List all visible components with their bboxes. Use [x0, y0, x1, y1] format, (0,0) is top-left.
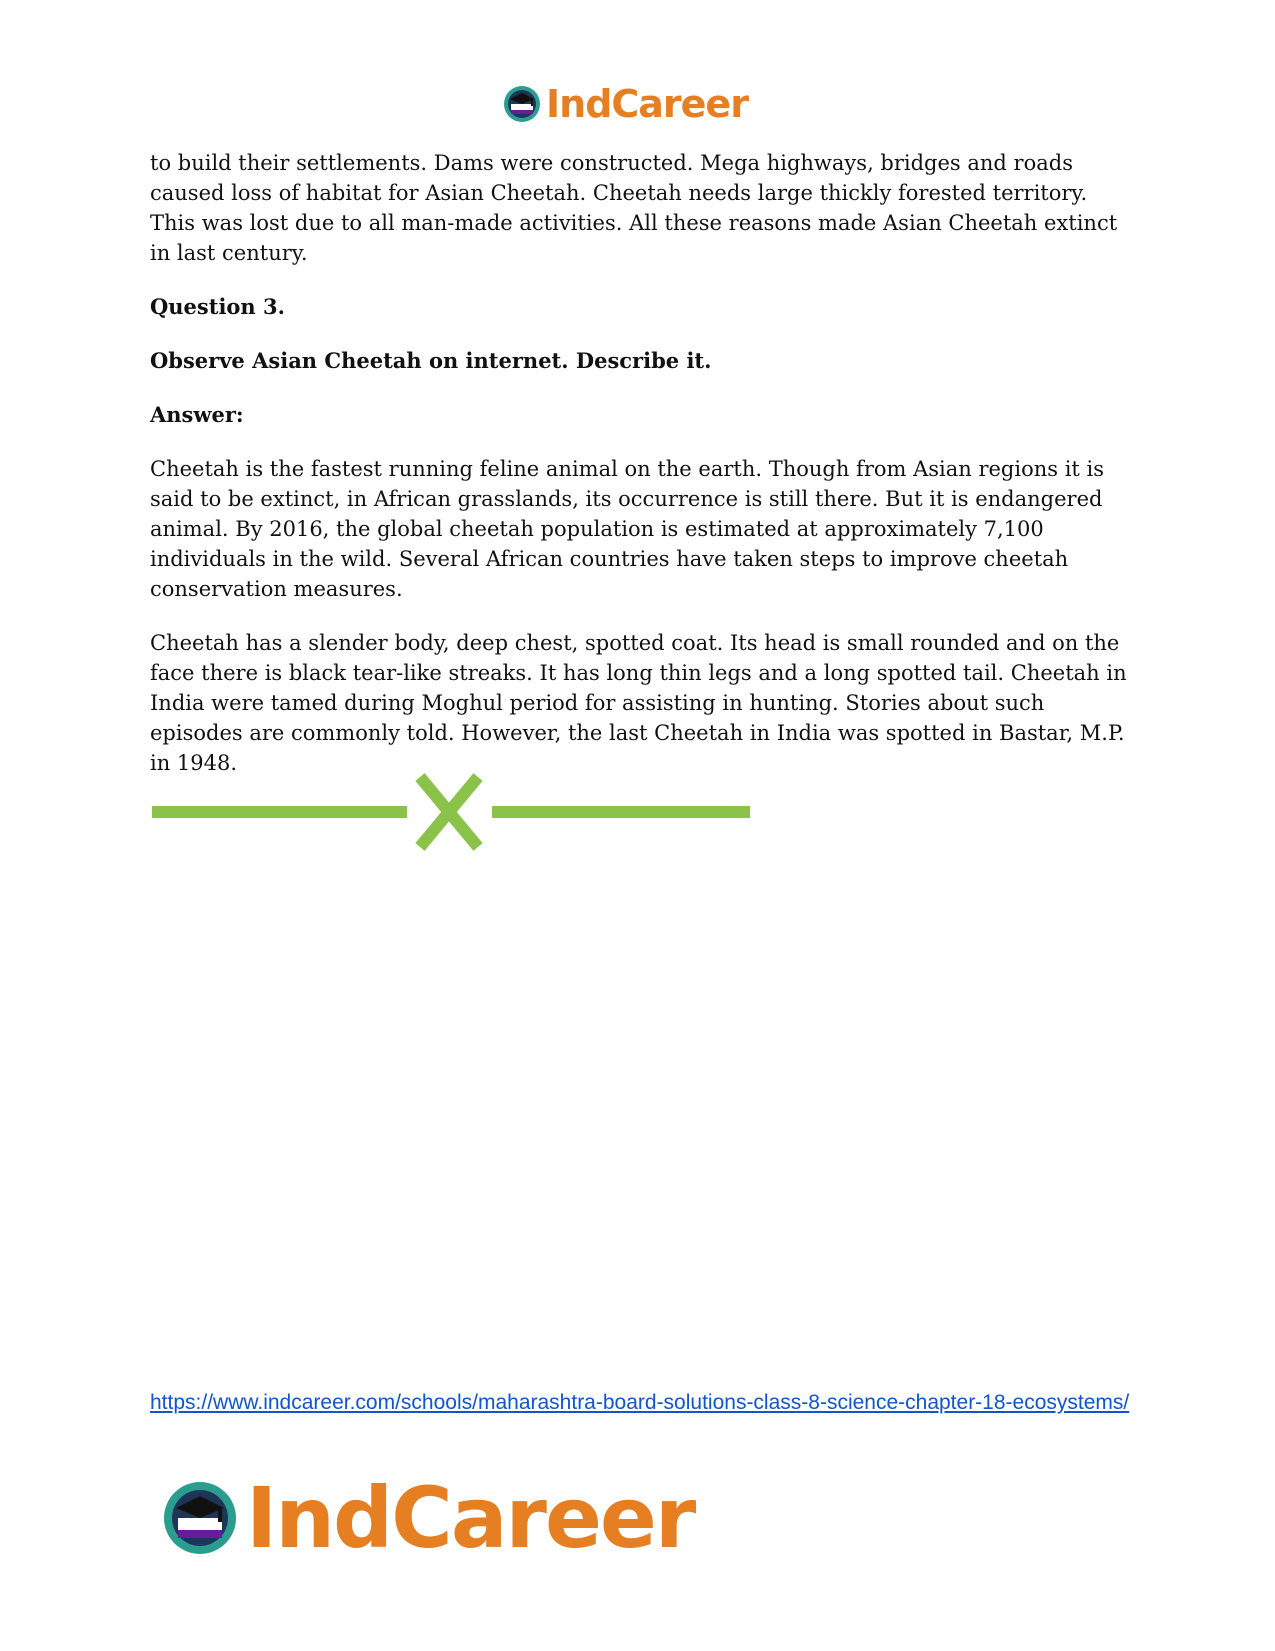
question-text: Observe Asian Cheetah on internet. Describe it.	[150, 348, 712, 373]
question-label: Question 3.	[150, 294, 285, 319]
graduation-book-icon	[160, 1478, 240, 1558]
divider-line-right	[492, 806, 750, 818]
answer-paragraph: Cheetah is the fastest running feline animal on the earth. Though from Asian regions it is said to be extinct, in African grasslands, its occurrence is still there. But it is endangered animal. By 2016, the global cheetah population is estimated at approximately 7,100 individuals in the wild. Several African countries have taken steps to improve cheetah conservation measures.	[150, 457, 1105, 601]
graduation-book-icon	[502, 84, 542, 124]
document-body	[150, 148, 1130, 802]
divider-line-left	[152, 806, 407, 818]
footer-logo	[160, 1468, 720, 1568]
answer-paragraph: Cheetah has a slender body, deep chest, spotted coat. Its head is small rounded and on the face there is black tear-like streaks. It has long thin legs and a long spotted tail. Cheetah in India were tamed during Moghul period for assisting in hunting. Stories about such episodes are commonly told. However, the last Cheetah in India was spotted in Bastar, M.P. in 1948.	[150, 631, 1127, 775]
answer-label: Answer:	[150, 402, 244, 427]
source-link[interactable]: https://www.indcareer.com/schools/maharashtra-board-solutions-class-8-science-chapter-18-ecosystems/	[150, 1391, 1130, 1414]
section-divider	[150, 772, 760, 852]
intro-paragraph: to build their settlements. Dams were constructed. Mega highways, bridges and roads caused loss of habitat for Asian Cheetah. Cheetah needs large thickly forested territory. This was lost due to all man-made activities. All these reasons made Asian Cheetah extinct in last century.	[150, 151, 1118, 265]
footer-logo-text: IndCareer	[246, 1469, 695, 1567]
header-logo-text: IndCareer	[546, 82, 748, 126]
header-logo	[502, 80, 772, 128]
divider-cross-icon	[420, 777, 478, 847]
